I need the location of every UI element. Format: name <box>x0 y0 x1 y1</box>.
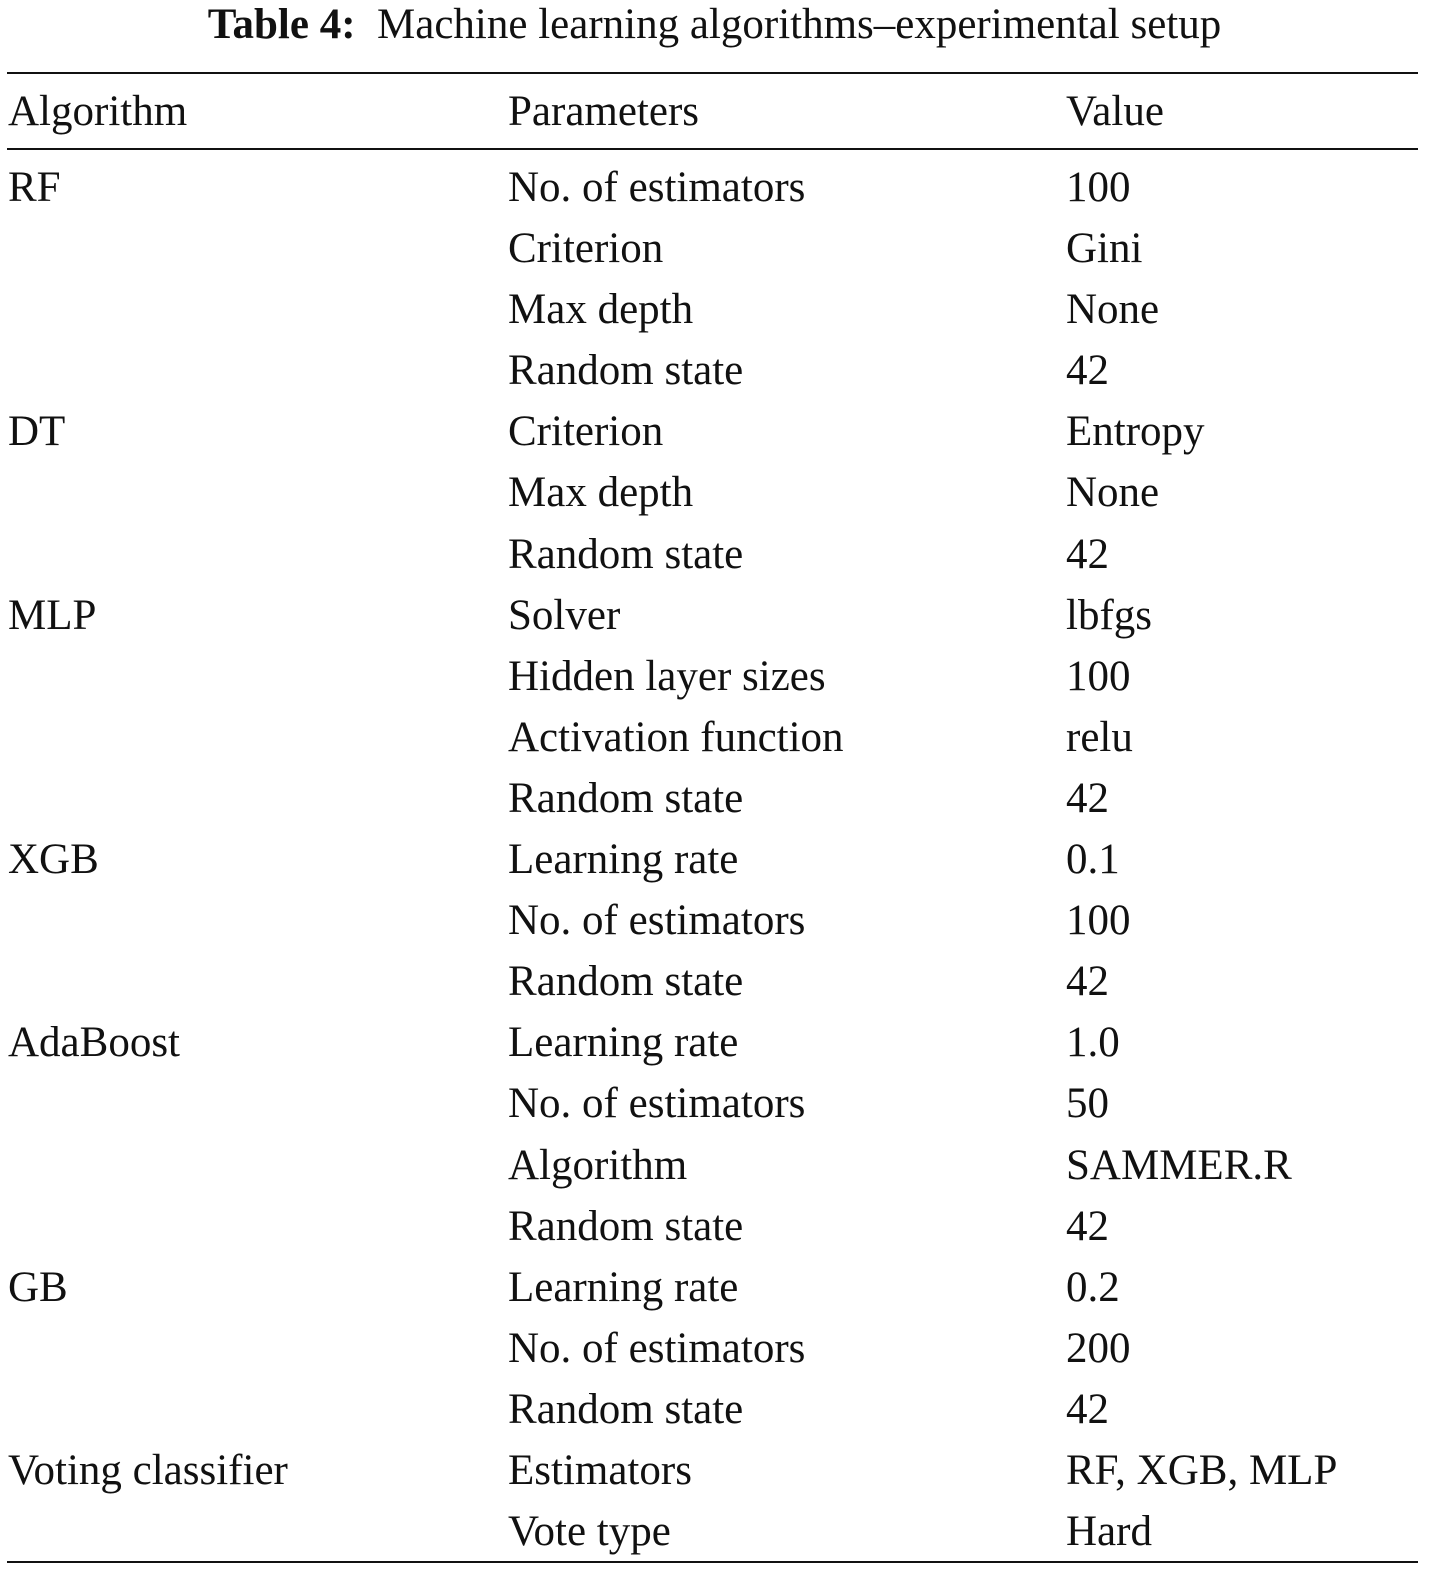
value-cell: 42 <box>1066 530 1109 578</box>
parameter-cell: Criterion <box>508 225 664 273</box>
parameter-cell: No. of estimators <box>508 164 806 211</box>
parameter-cell: Solver <box>508 591 621 639</box>
table-row <box>0 585 1429 646</box>
table-row <box>0 1135 1429 1196</box>
value-cell: Entropy <box>1066 408 1205 456</box>
table-row <box>0 1257 1429 1318</box>
parameter-cell: Hidden layer sizes <box>508 652 826 700</box>
value-cell: 42 <box>1066 1385 1109 1433</box>
parameter-cell: No. of estimators <box>508 897 806 945</box>
parameter-cell: Learning rate <box>508 1019 739 1067</box>
value-cell: 1.0 <box>1066 1019 1120 1067</box>
value-cell: 200 <box>1066 1324 1131 1372</box>
table-bottom-rule <box>7 1561 1418 1563</box>
table-row <box>0 1379 1429 1440</box>
table-row <box>0 1073 1429 1134</box>
value-cell: 0.2 <box>1066 1263 1120 1311</box>
algorithm-cell: XGB <box>8 836 99 884</box>
table-row <box>0 462 1429 523</box>
table-row <box>0 524 1429 585</box>
table-row <box>0 768 1429 829</box>
table-header-rule <box>7 148 1418 150</box>
parameter-cell: Random state <box>508 958 744 1006</box>
parameter-cell: Learning rate <box>508 836 739 884</box>
table-row <box>0 157 1429 218</box>
parameter-cell: Random state <box>508 347 744 395</box>
table-row <box>0 951 1429 1012</box>
parameter-cell: No. of estimators <box>508 1080 806 1128</box>
table-body <box>0 157 1429 1562</box>
algorithm-cell: Voting classifier <box>8 1446 288 1494</box>
table-row <box>0 890 1429 951</box>
value-cell: 42 <box>1066 1202 1109 1250</box>
table-caption-label: Table 4: <box>207 1 356 48</box>
parameter-cell: Random state <box>508 1202 744 1250</box>
algorithm-cell: GB <box>8 1263 68 1311</box>
header-value: Value <box>1066 88 1164 135</box>
value-cell: 100 <box>1066 897 1131 945</box>
table-caption-title: Machine learning algorithms–experimental setup <box>377 1 1222 48</box>
table-row <box>0 1501 1429 1562</box>
table-row <box>0 1318 1429 1379</box>
algorithm-cell: AdaBoost <box>8 1019 180 1067</box>
value-cell: None <box>1066 286 1160 334</box>
algorithm-cell: DT <box>8 408 66 456</box>
table-row <box>0 340 1429 401</box>
table-row <box>0 1012 1429 1073</box>
parameter-cell: Activation function <box>508 713 844 761</box>
value-cell: 42 <box>1066 774 1109 822</box>
value-cell: lbfgs <box>1066 591 1152 639</box>
table-row <box>0 401 1429 462</box>
value-cell: 100 <box>1066 652 1131 700</box>
value-cell: 42 <box>1066 958 1109 1006</box>
value-cell: None <box>1066 469 1160 517</box>
algorithm-cell: RF <box>8 164 61 211</box>
value-cell: 42 <box>1066 347 1109 395</box>
value-cell: 0.1 <box>1066 836 1120 884</box>
parameter-cell: Max depth <box>508 286 694 334</box>
value-cell: 100 <box>1066 164 1131 211</box>
parameter-cell: No. of estimators <box>508 1324 806 1372</box>
parameter-cell: Max depth <box>508 469 694 517</box>
value-cell: SAMMER.R <box>1066 1141 1292 1189</box>
parameter-cell: Random state <box>508 774 744 822</box>
value-cell: Hard <box>1066 1508 1152 1556</box>
table-row <box>0 218 1429 279</box>
header-parameters: Parameters <box>508 88 700 135</box>
parameter-cell: Criterion <box>508 408 664 456</box>
table-top-rule <box>7 72 1418 74</box>
table-row <box>0 279 1429 340</box>
parameter-cell: Random state <box>508 1385 744 1433</box>
table-header-row <box>0 82 1429 142</box>
value-cell: Gini <box>1066 225 1143 273</box>
parameter-cell: Learning rate <box>508 1263 739 1311</box>
table-row <box>0 1196 1429 1257</box>
table-caption <box>0 0 1429 56</box>
parameter-cell: Vote type <box>508 1508 671 1556</box>
value-cell: relu <box>1066 713 1133 761</box>
parameter-cell: Algorithm <box>508 1141 688 1189</box>
value-cell: 50 <box>1066 1080 1109 1128</box>
table-row <box>0 829 1429 890</box>
algorithm-cell: MLP <box>8 591 97 639</box>
table-row <box>0 707 1429 768</box>
parameter-cell: Estimators <box>508 1446 692 1494</box>
value-cell: RF, XGB, MLP <box>1066 1446 1338 1494</box>
parameter-cell: Random state <box>508 530 744 578</box>
table-row <box>0 1440 1429 1501</box>
table-row <box>0 646 1429 707</box>
header-algorithm: Algorithm <box>8 88 188 135</box>
